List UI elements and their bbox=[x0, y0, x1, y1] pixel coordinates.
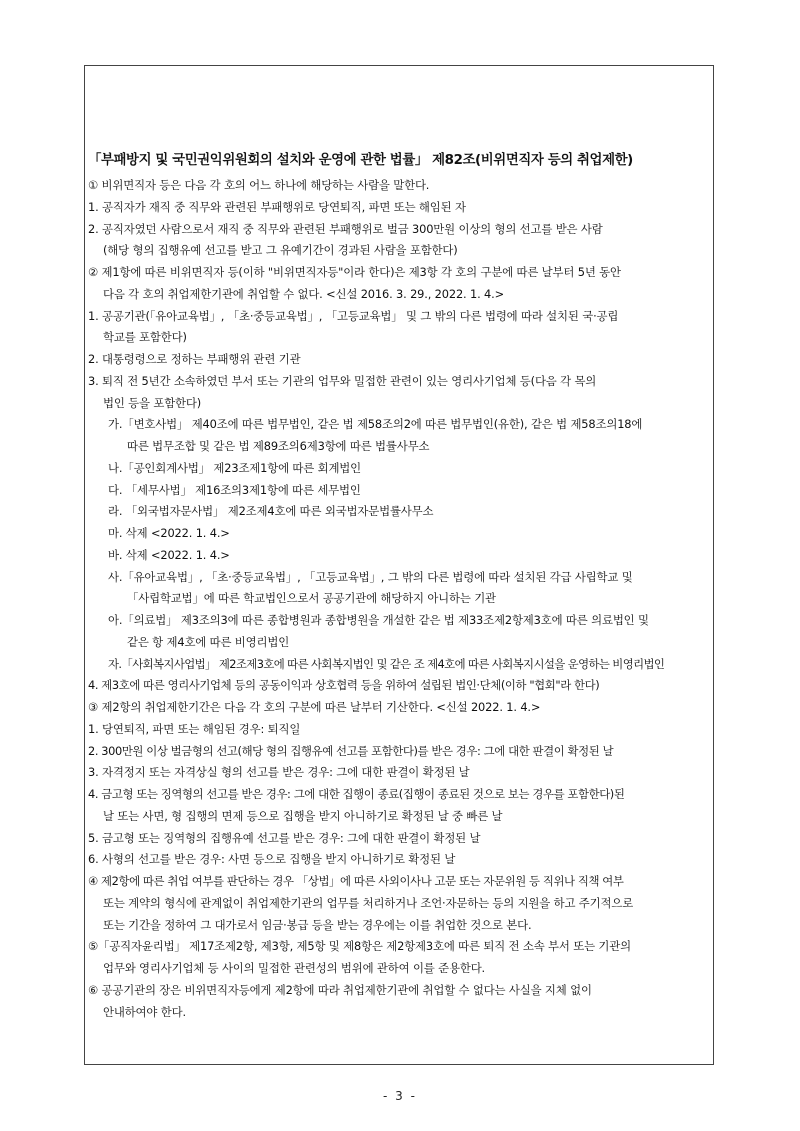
text-line: ⑤「공직자윤리법」 제17조제2항, 제3항, 제5항 및 제8항은 제2항제3호에 따른 퇴직 전 소속 부서 또는 기관의 bbox=[88, 939, 631, 954]
text-line: 라. 「외국법자문사법」 제2조제4호에 따른 외국법자문법률사무소 bbox=[108, 504, 434, 519]
text-line: 따른 법무조합 및 같은 법 제89조의6제3항에 따른 법률사무소 bbox=[127, 439, 430, 453]
document-title: 「부패방지 및 국민권익위원회의 설치와 운영에 관한 법률」 제82조(비위면직자 등의 취업제한) bbox=[88, 153, 633, 168]
text-line: 나.「공인회계사법」 제23조제1항에 따른 회계법인 bbox=[108, 460, 362, 475]
text-line: 가.「변호사법」 제40조에 따른 법무법인, 같은 법 제58조의2에 따른 법무법인(유한), 같은 법 제58조의18에 bbox=[108, 417, 643, 432]
text-line: 「사립학교법」에 따른 학교법인으로서 공공기관에 해당하지 아니하는 기관 bbox=[127, 591, 496, 606]
text-line: 1. 공직자가 재직 중 직무와 관련된 부패행위로 당연퇴직, 파면 또는 해임된 자 bbox=[88, 199, 466, 214]
text-line: 바. 삭제 <2022. 1. 4.> bbox=[108, 547, 230, 562]
text-line: ⑥ 공공기관의 장은 비위면직자등에게 제2항에 따라 취업제한기관에 취업할 수 없다는 사실을 지체 없이 bbox=[88, 982, 592, 997]
text-line: 다. 「세무사법」 제16조의3제1항에 따른 세무법인 bbox=[108, 482, 361, 497]
text-line: 사.「유아교육법」, 「초·중등교육법」, 「고등교육법」, 그 밖의 다른 법령에 따라 설치된 각급 사립학교 및 bbox=[108, 569, 633, 584]
text-line: 또는 기간을 정하여 그 대가로서 임금·봉급 등을 받는 경우에는 이를 취업한 것으로 본다. bbox=[103, 917, 532, 932]
text-line: 또는 계약의 형식에 관계없이 취업제한기관의 업무를 처리하거나 조언·자문하는 등의 지원을 하고 주기적으로 bbox=[103, 895, 634, 910]
text-line: 2. 대통령령으로 정하는 부패행위 관련 기관 bbox=[88, 352, 301, 366]
text-line: 다음 각 호의 취업제한기관에 취업할 수 없다. <신설 2016. 3. 29., 2022. 1. 4.> bbox=[103, 286, 505, 301]
text-line: 학교를 포함한다) bbox=[103, 330, 187, 345]
text-line: 업무와 영리사기업체 등 사이의 밀접한 관련성의 범위에 관하여 이를 준용한다. bbox=[103, 961, 486, 975]
text-line: ④ 제2항에 따른 취업 여부를 판단하는 경우 「상법」에 따른 사외이사나 고문 또는 자문위원 등 직위나 직책 여부 bbox=[88, 874, 624, 888]
text-line: 같은 항 제4호에 따른 비영리법인 bbox=[127, 634, 290, 649]
text-line: 4. 제3호에 따른 영리사기업체 등의 공동이익과 상호협력 등을 위하여 설립된 법인·단체(이하 "협회"라 한다) bbox=[88, 678, 600, 693]
text-line: 2. 공직자였던 사람으로서 재직 중 직무와 관련된 부패행위로 벌금 300만원 이상의 형의 선고를 받은 사람 bbox=[88, 221, 603, 236]
text-line: 3. 자격정지 또는 자격상실 형의 선고를 받은 경우: 그에 대한 판결이 확정된 날 bbox=[88, 765, 470, 780]
text-line: 마. 삭제 <2022. 1. 4.> bbox=[108, 526, 230, 540]
text-line: 자.「사회복지사업법」 제2조제3호에 따른 사회복지법인 및 같은 조 제4호에 따른 사회복지시설을 운영하는 비영리법인 bbox=[108, 656, 665, 671]
text-line: 1. 공공기관(「유아교육법」, 「초·중등교육법」, 「고등교육법」 및 그 밖의 다른 법령에 따라 설치된 국·공립 bbox=[88, 308, 619, 323]
text-line: 날 또는 사면, 형 집행의 면제 등으로 집행을 받지 아니하기로 확정된 날 중 빠른 날 bbox=[103, 808, 503, 823]
text-line: 법인 등을 포함한다) bbox=[103, 395, 202, 410]
text-line: 안내하여야 한다. bbox=[103, 1004, 186, 1019]
text-line: ② 제1항에 따른 비위면직자 등(이하 "비위면직자등"이라 한다)은 제3항 각 호의 구분에 따른 날부터 5년 동안 bbox=[88, 265, 621, 279]
text-line: (해당 형의 집행유예 선고를 받고 그 유예기간이 경과된 사람을 포함한다) bbox=[103, 243, 458, 258]
text-line: 1. 당연퇴직, 파면 또는 해임된 경우: 퇴직일 bbox=[88, 721, 301, 736]
text-line: ① 비위면직자 등은 다음 각 호의 어느 하나에 해당하는 사람을 말한다. bbox=[88, 178, 430, 192]
text-line: 6. 사형의 선고를 받은 경우: 사면 등으로 집행을 받지 아니하기로 확정된 날 bbox=[88, 852, 456, 867]
text-line: 3. 퇴직 전 5년간 소속하였던 부서 또는 기관의 업무와 밀접한 관련이 있는 영리사기업체 등(다음 각 목의 bbox=[88, 373, 597, 388]
text-line: 아.「의료법」 제3조의3에 따른 종합병원과 종합병원을 개설한 같은 법 제33조제2항제3호에 따른 의료법인 및 bbox=[108, 613, 649, 627]
law-text-block bbox=[88, 150, 712, 1023]
text-line: 2. 300만원 이상 벌금형의 선고(해당 형의 집행유예 선고를 포함한다)를 받은 경우: 그에 대한 판결이 확정된 날 bbox=[88, 743, 614, 758]
text-line: 5. 금고형 또는 징역형의 집행유예 선고를 받은 경우: 그에 대한 판결이 확정된 날 bbox=[88, 830, 481, 845]
page-number: - 3 - bbox=[383, 1089, 417, 1103]
text-line: ③ 제2항의 취업제한기간은 다음 각 호의 구분에 따른 날부터 기산한다. <신설 2022. 1. 4.> bbox=[88, 700, 541, 714]
text-line: 4. 금고형 또는 징역형의 선고를 받은 경우: 그에 대한 집행이 종료(집행이 종료된 것으로 보는 경우를 포함한다)된 bbox=[88, 787, 625, 801]
